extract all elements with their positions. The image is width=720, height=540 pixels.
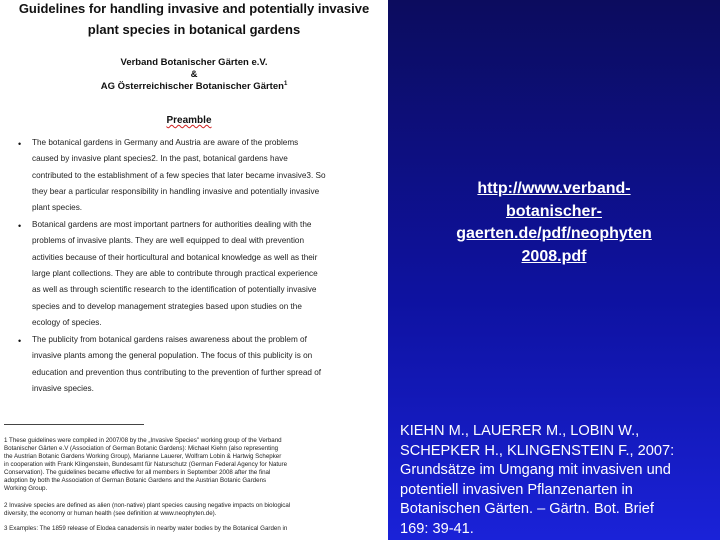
source-link-line[interactable]: botanischer- [505,202,602,220]
footnote-line: 1 These guidelines were compiled in 2007/08 by the „Invasive Species" working group of the Verband [4,437,282,444]
footnote-line: the Austrian Botanic Gardens Working Group), Marianne Lauerer, Wolfram Lobin & Hartwig Schepker [4,453,282,460]
bullet-text-line: education and prevention thus contributing to the prevention of further spread of [32,367,322,377]
bullet-text-line: they bear a particular responsibility in handling invasive and potentially invasive [32,186,320,196]
org-line-2: AG Österreichischer Botanischer Gärten$^1$ [100,80,288,92]
org-ampersand: & [190,69,198,80]
footnote-line: Botanischer Gärten e.V (Association of German Botanic Gardens): Michael Kiehn (also representing [4,445,279,452]
citation-line: Grundsätze im Umgang mit invasiven und [400,462,671,479]
bullet-text-line: ecology of species. [32,317,102,327]
bullet-text-line: as well as through scientific research to the identification of potentially invasive [32,285,317,295]
citation-line: SCHEPKER H., KLINGENSTEIN F., 2007: [400,442,675,459]
bullet-text-line: contributed to the establishment of a few species that later became invasive3. So [32,170,326,180]
bullet-text-line: large plant collections. They are able to contribute through practical experience [32,268,318,278]
bullet-text-line: The botanical gardens in Germany and Austria are aware of the problems [32,138,299,147]
citation-line: 169: 39-41. [400,521,474,537]
footnote-line: Working Group. [4,485,48,492]
citation-line: KIEHN M., LAUERER M., LOBIN W., [400,423,640,439]
footnote-line: Conservation). The guidelines became effective for all members in September 2008 after the final [4,469,271,476]
bullet-text-line: The publicity from botanical gardens raises awareness about the problem of [32,335,307,344]
source-link-line[interactable]: 2008.pdf [521,247,587,265]
document-title-line-1: Guidelines for handling invasive and potentially invasive [18,1,370,16]
org-line-1: Verband Botanischer Gärten e.V. [120,57,268,68]
bullet-glyph: • [18,221,22,231]
citation-line: potentiell invasiven Pflanzenarten in [400,481,633,498]
bullet-text-line: activities because of their horticultural and botanical knowledge as well as their [32,252,318,262]
preamble-heading: Preamble [166,115,212,126]
footnote-line: 2 Invasive species are defined as alien (non-native) plant species causing negative impacts on biological [4,502,291,509]
footnote-line: adoption by both the Association of German Botanic Gardens and the Austrian Botanic Gardens [4,477,267,484]
footnote-line: diversity, the economy or human health (see definition at www.neophyten.de). [4,510,217,517]
sidebar-panel [388,0,720,540]
citation-line: Botanischen Gärten. – Gärtn. Bot. Brief [400,501,654,518]
bullet-glyph: • [18,336,22,346]
bullet-text-line: Botanical gardens are most important partners for authorities dealing with the [32,220,312,229]
bullet-text-line: plant species. [32,203,83,213]
source-link-line[interactable]: http://www.verband- [477,180,631,197]
bullet-glyph: • [18,139,22,149]
bullet-text-line: problems of invasive plants. They are well equipped to deal with prevention [32,236,305,246]
bullet-text-line: invasive species. [32,383,94,393]
bullet-text-line: species and to develop management strategies based upon studies on the [32,301,302,311]
footnote-separator [4,424,144,425]
source-link-line[interactable]: gaerten.de/pdf/neophyten [456,225,652,242]
bullet-text-line: caused by invasive plant species2. In the past, botanical gardens have [32,154,288,164]
document-title-line-2: plant species in botanical gardens [87,22,301,37]
bullet-text-line: invasive plants among the general population. The focus of this publicity is on [32,351,313,361]
footnote-line: 3 Examples: The 1859 release of Elodea canadensis in nearby water bodies by the Botanical Garden in [4,525,288,532]
footnote-line: in cooperation with Frank Klingenstein, Bundesamt für Naturschutz (German Federal Agency for Nature [4,461,288,468]
